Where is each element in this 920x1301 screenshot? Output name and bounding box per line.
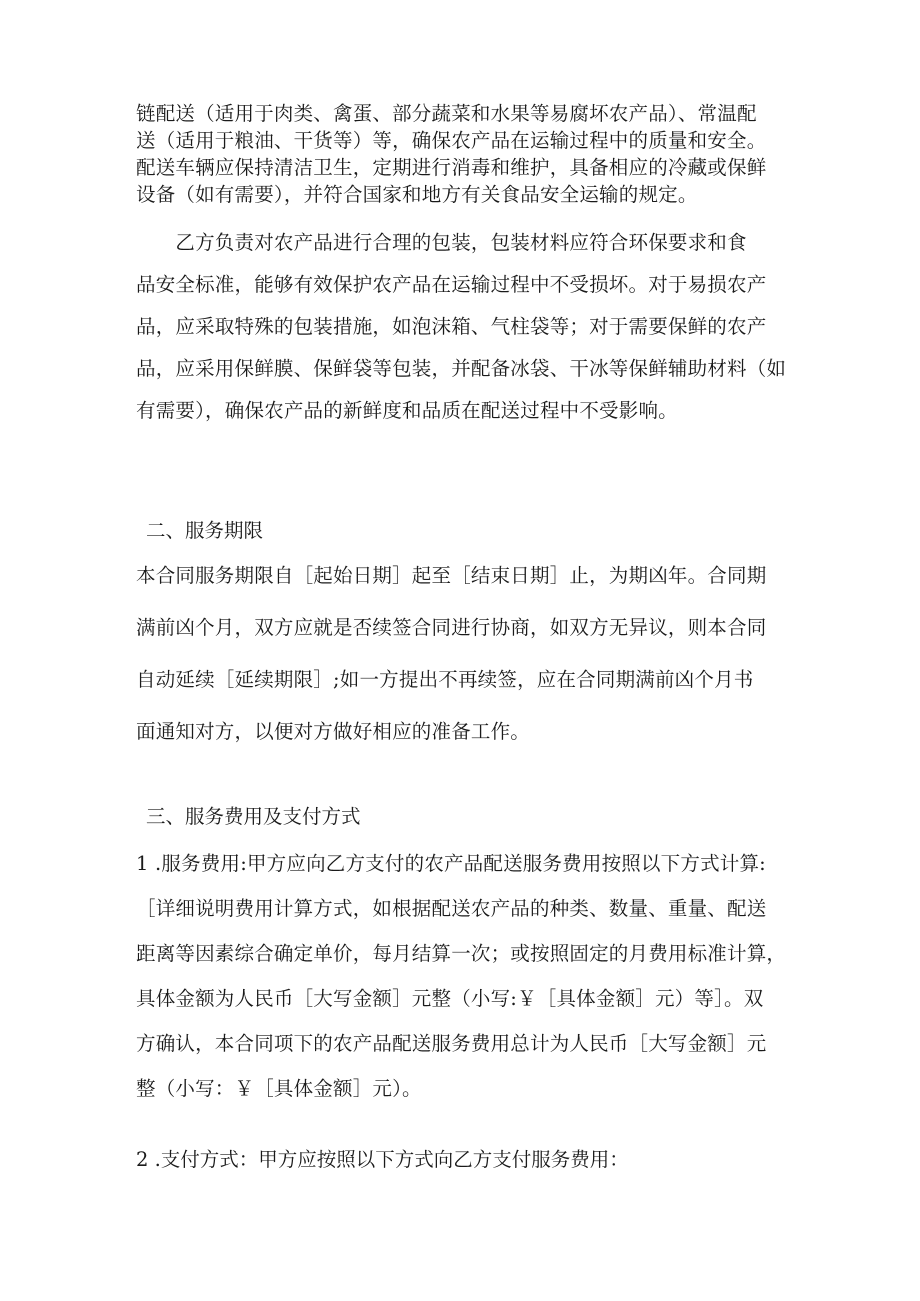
text-line: 自动延续［延续期限］;如一方提出不再续签，应在合同期满前凶个月书 [136,668,754,691]
text-line: 配送车辆应保持清洁卫生，定期进行消毒和维护，具备相应的冷藏或保鲜 [136,156,767,179]
text-line: 送（适用于粮油、干货等）等，确保农产品在运输过程中的质量和安全。 [136,129,767,152]
paragraph-service-term [136,550,796,758]
text-line: 链配送（适用于肉类、禽蛋、部分蔬菜和水果等易腐坏农产品）、常温配 [136,102,757,125]
text-line: 面通知对方，以便对方做好相应的准备工作。 [136,720,531,743]
text-line: 1 .服务费用:甲方应向乙方支付的农产品配送服务费用按照以下方式计算: [136,852,766,875]
text-line: 距离等因素综合确定单价，每月结算一次；或按照固定的月费用标准计算， [136,942,787,965]
text-line: 方确认，本合同项下的农产品配送服务费用总计为人民币［大写金额］元 [136,1032,767,1055]
text-line: 具体金额为人民币［大写金额］元整（小写:￥［具体金额］元）等］。双 [136,987,764,1010]
text-line: ［详细说明费用计算方式，如根据配送农产品的种类、数量、重量、配送 [136,897,767,920]
section-heading-fees-payment: 三、服务费用及支付方式 [146,805,361,828]
text-line: 品，应采取特殊的包装措施，如泡沫箱、气柱袋等；对于需要保鲜的农产 [136,315,767,338]
text-line: 品安全标准，能够有效保护农产品在运输过程中不受损坏。对于易损农产 [136,273,767,296]
paragraph-packaging [136,222,796,432]
text-line: 乙方负责对农产品进行合理的包装，包装材料应符合环保要求和食 [136,231,747,254]
paragraph-payment-method: 2 .支付方式：甲方应按照以下方式向乙方支付服务费用： [136,1148,629,1171]
section-heading-service-term: 二、服务期限 [146,519,264,542]
paragraph-service-fee [136,841,796,1111]
text-line: 有需要），确保农产品的新鲜度和品质在配送过程中不受影响。 [136,399,678,422]
text-line: 设备（如有需要），并符合国家和地方有关食品安全运输的规定。 [136,183,698,206]
paragraph-transport [136,100,796,208]
text-line: 满前凶个月，双方应就是否续签合同进行协商，如双方无异议，则本合同 [136,616,767,639]
text-line: 本合同服务期限自［起始日期］起至［结束日期］止，为期凶年。合同期 [136,564,767,587]
text-line: 整（小写：￥［具体金额］元）。 [136,1077,422,1100]
text-line: 品，应采用保鲜膜、保鲜袋等包装，并配备冰袋、干冰等保鲜辅助材料（如 [136,357,787,380]
